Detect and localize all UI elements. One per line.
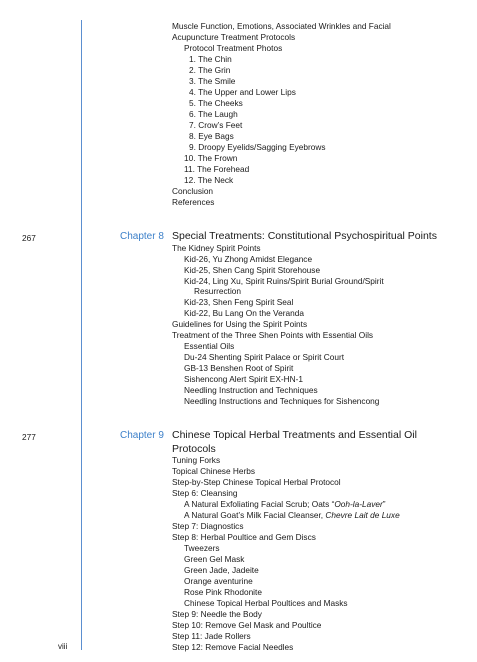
- toc-entry[interactable]: Treatment of the Three Shen Points with Essential Oils: [172, 330, 374, 340]
- chapter-label[interactable]: Chapter 8: [120, 231, 164, 242]
- toc-entry[interactable]: Rose Pink Rhodonite: [184, 587, 262, 597]
- toc-entry[interactable]: Kid-23, Shen Feng Spirit Seal: [184, 297, 294, 307]
- toc-entry[interactable]: Conclusion: [172, 186, 214, 196]
- entry-text: A Natural Goat’s Milk Facial Cleanser,: [184, 510, 326, 520]
- chapter-title-continuation[interactable]: Protocols: [172, 443, 216, 455]
- toc-entry[interactable]: Orange aventurine: [184, 576, 253, 586]
- toc-entry[interactable]: Du-24 Shenting Spirit Palace or Spirit Court: [184, 352, 345, 362]
- toc-entry[interactable]: Step 11: Jade Rollers: [172, 631, 251, 641]
- toc-entry[interactable]: Step 8: Herbal Poultice and Gem Discs: [172, 532, 316, 542]
- toc-entry[interactable]: Topical Chinese Herbs: [172, 466, 256, 476]
- toc-entry[interactable]: Kid-26, Yu Zhong Amidst Elegance: [184, 254, 313, 264]
- toc-entry[interactable]: Step 9: Needle the Body: [172, 609, 262, 619]
- entry-italic-text: Ooh-la-Laver: [334, 499, 383, 509]
- toc-entry[interactable]: Sishencong Alert Spirit EX-HN-1: [184, 374, 303, 384]
- toc-entry[interactable]: Guidelines for Using the Spirit Points: [172, 319, 308, 329]
- chapter-page-number: 277: [22, 432, 36, 442]
- toc-entry[interactable]: Acupuncture Treatment Protocols: [172, 32, 296, 42]
- toc-entry[interactable]: [184, 510, 400, 520]
- toc-entry[interactable]: 12. The Neck: [184, 175, 234, 185]
- margin-rule: [81, 20, 82, 650]
- entry-italic-text: Chevre Lait de Luxe: [325, 510, 400, 520]
- toc-entry[interactable]: Protocol Treatment Photos: [184, 43, 283, 53]
- toc-entry[interactable]: Green Gel Mask: [184, 554, 245, 564]
- toc-entry[interactable]: 10. The Frown: [184, 153, 238, 163]
- toc-entry[interactable]: Muscle Function, Emotions, Associated Wrinkles and Facial: [172, 21, 391, 31]
- toc-entry[interactable]: 6. The Laugh: [189, 109, 238, 119]
- page-number: viii: [58, 642, 68, 651]
- chapter-page-number: 267: [22, 233, 36, 243]
- chapter-title[interactable]: Special Treatments: Constitutional Psychospiritual Points: [172, 230, 437, 242]
- toc-entry[interactable]: Needling Instructions and Techniques for Sishencong: [184, 396, 380, 406]
- toc-entry[interactable]: Kid-25, Shen Cang Spirit Storehouse: [184, 265, 321, 275]
- toc-entry[interactable]: 1. The Chin: [189, 54, 232, 64]
- entry-text: A Natural Exfoliating Facial Scrub; Oats “: [184, 499, 335, 509]
- toc-entry[interactable]: Tweezers: [184, 543, 220, 553]
- toc-entry[interactable]: The Kidney Spirit Points: [172, 243, 261, 253]
- toc-entry[interactable]: Green Jade, Jadeite: [184, 565, 259, 575]
- toc-entry[interactable]: 9. Droopy Eyelids/Sagging Eyebrows: [189, 142, 326, 152]
- toc-entry[interactable]: Step-by-Step Chinese Topical Herbal Protocol: [172, 477, 341, 487]
- toc-entry[interactable]: 4. The Upper and Lower Lips: [189, 87, 296, 97]
- chapter-label[interactable]: Chapter 9: [120, 430, 164, 441]
- toc-entry[interactable]: Essential Oils: [184, 341, 235, 351]
- toc-entry[interactable]: 3. The Smile: [189, 76, 236, 86]
- toc-entry-continuation[interactable]: Resurrection: [194, 286, 242, 296]
- toc-entry[interactable]: 7. Crow’s Feet: [189, 120, 243, 130]
- toc-entry[interactable]: Step 10: Remove Gel Mask and Poultice: [172, 620, 322, 630]
- toc-entry[interactable]: Step 12: Remove Facial Needles: [172, 642, 294, 652]
- toc-entry[interactable]: Tuning Forks: [172, 455, 221, 465]
- toc-entry[interactable]: 5. The Cheeks: [189, 98, 243, 108]
- toc-entry[interactable]: References: [172, 197, 215, 207]
- chapter-title[interactable]: Chinese Topical Herbal Treatments and Essential Oil: [172, 429, 417, 441]
- toc-entry[interactable]: Kid-22, Bu Lang On the Veranda: [184, 308, 304, 318]
- toc-entry[interactable]: Step 6: Cleansing: [172, 488, 238, 498]
- toc-entry[interactable]: Step 7: Diagnostics: [172, 521, 244, 531]
- toc-entry[interactable]: Kid-24, Ling Xu, Spirit Ruins/Spirit Burial Ground/Spirit: [184, 276, 384, 286]
- toc-entry[interactable]: 2. The Grin: [189, 65, 231, 75]
- toc-entry[interactable]: GB-13 Benshen Root of Spirit: [184, 363, 294, 373]
- toc-entry[interactable]: Needling Instruction and Techniques: [184, 385, 318, 395]
- entry-text: ”: [382, 499, 386, 509]
- toc-entry[interactable]: [184, 499, 386, 509]
- toc-entry[interactable]: Chinese Topical Herbal Poultices and Masks: [184, 598, 348, 608]
- toc-entry[interactable]: 11. The Forehead: [184, 164, 250, 174]
- toc-entry[interactable]: 8. Eye Bags: [189, 131, 234, 141]
